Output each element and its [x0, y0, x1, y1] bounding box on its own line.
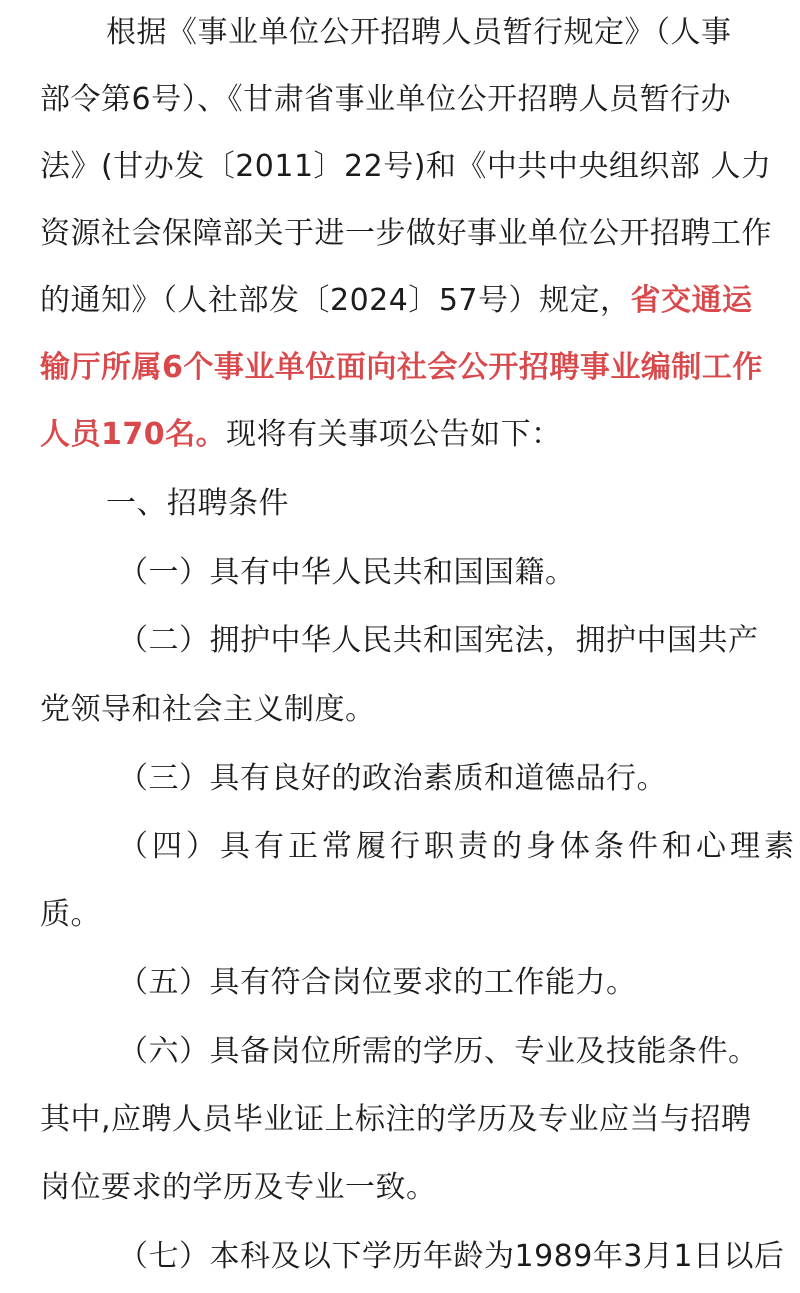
intro-line-2: 部令第6号）、《甘肃省事业单位公开招聘人员暂行办 — [40, 82, 732, 117]
highlight-recruitment-count: 人员170名。 — [40, 417, 227, 452]
condition-item-5: （五）具有符合岗位要求的工作能力。 — [118, 965, 637, 1000]
condition-item-6-line-3: 岗位要求的学历及专业一致。 — [40, 1170, 437, 1205]
intro-line-4: 资源社会保障部关于进一步做好事业单位公开招聘工作 — [40, 216, 772, 251]
highlight-recruitment-summary-start: 省交通运 — [630, 283, 753, 318]
highlight-recruitment-summary: 输厅所属6个事业单位面向社会公开招聘事业编制工作 — [40, 350, 763, 385]
intro-line-5 — [40, 268, 753, 334]
condition-item-2-line-1: （二）拥护中华人民共和国宪法，拥护中国共产 — [118, 623, 759, 658]
condition-item-7: （七）本科及以下学历年龄为1989年3月1日以后 — [118, 1239, 785, 1274]
condition-item-6-line-1: （六）具备岗位所需的学历、专业及技能条件。 — [118, 1034, 759, 1069]
intro-line-5-text: 的通知》（人社部发〔2024〕57号）规定， — [40, 283, 631, 318]
condition-item-4-line-2: 质。 — [40, 897, 101, 932]
condition-item-6-line-2: 其中,应聘人员毕业证上标注的学历及专业应当与招聘 — [40, 1102, 752, 1137]
intro-line-7 — [40, 402, 562, 468]
condition-item-4-line-1: （四）具有正常履行职责的身体条件和心理素 — [118, 829, 798, 864]
section-heading-recruitment-conditions: 一、招聘条件 — [106, 486, 289, 521]
condition-item-2-line-2: 党领导和社会主义制度。 — [40, 692, 376, 727]
condition-item-3: （三）具有良好的政治素质和道德品行。 — [118, 761, 667, 796]
intro-line-7-text: 现将有关事项公告如下： — [226, 417, 562, 452]
condition-item-1: （一）具有中华人民共和国国籍。 — [118, 555, 576, 590]
intro-line-1: 根据《事业单位公开招聘人员暂行规定》（人事 — [106, 15, 732, 50]
intro-line-3: 法》(甘办发〔2011〕22号)和《中共中央组织部 人力 — [40, 149, 772, 184]
